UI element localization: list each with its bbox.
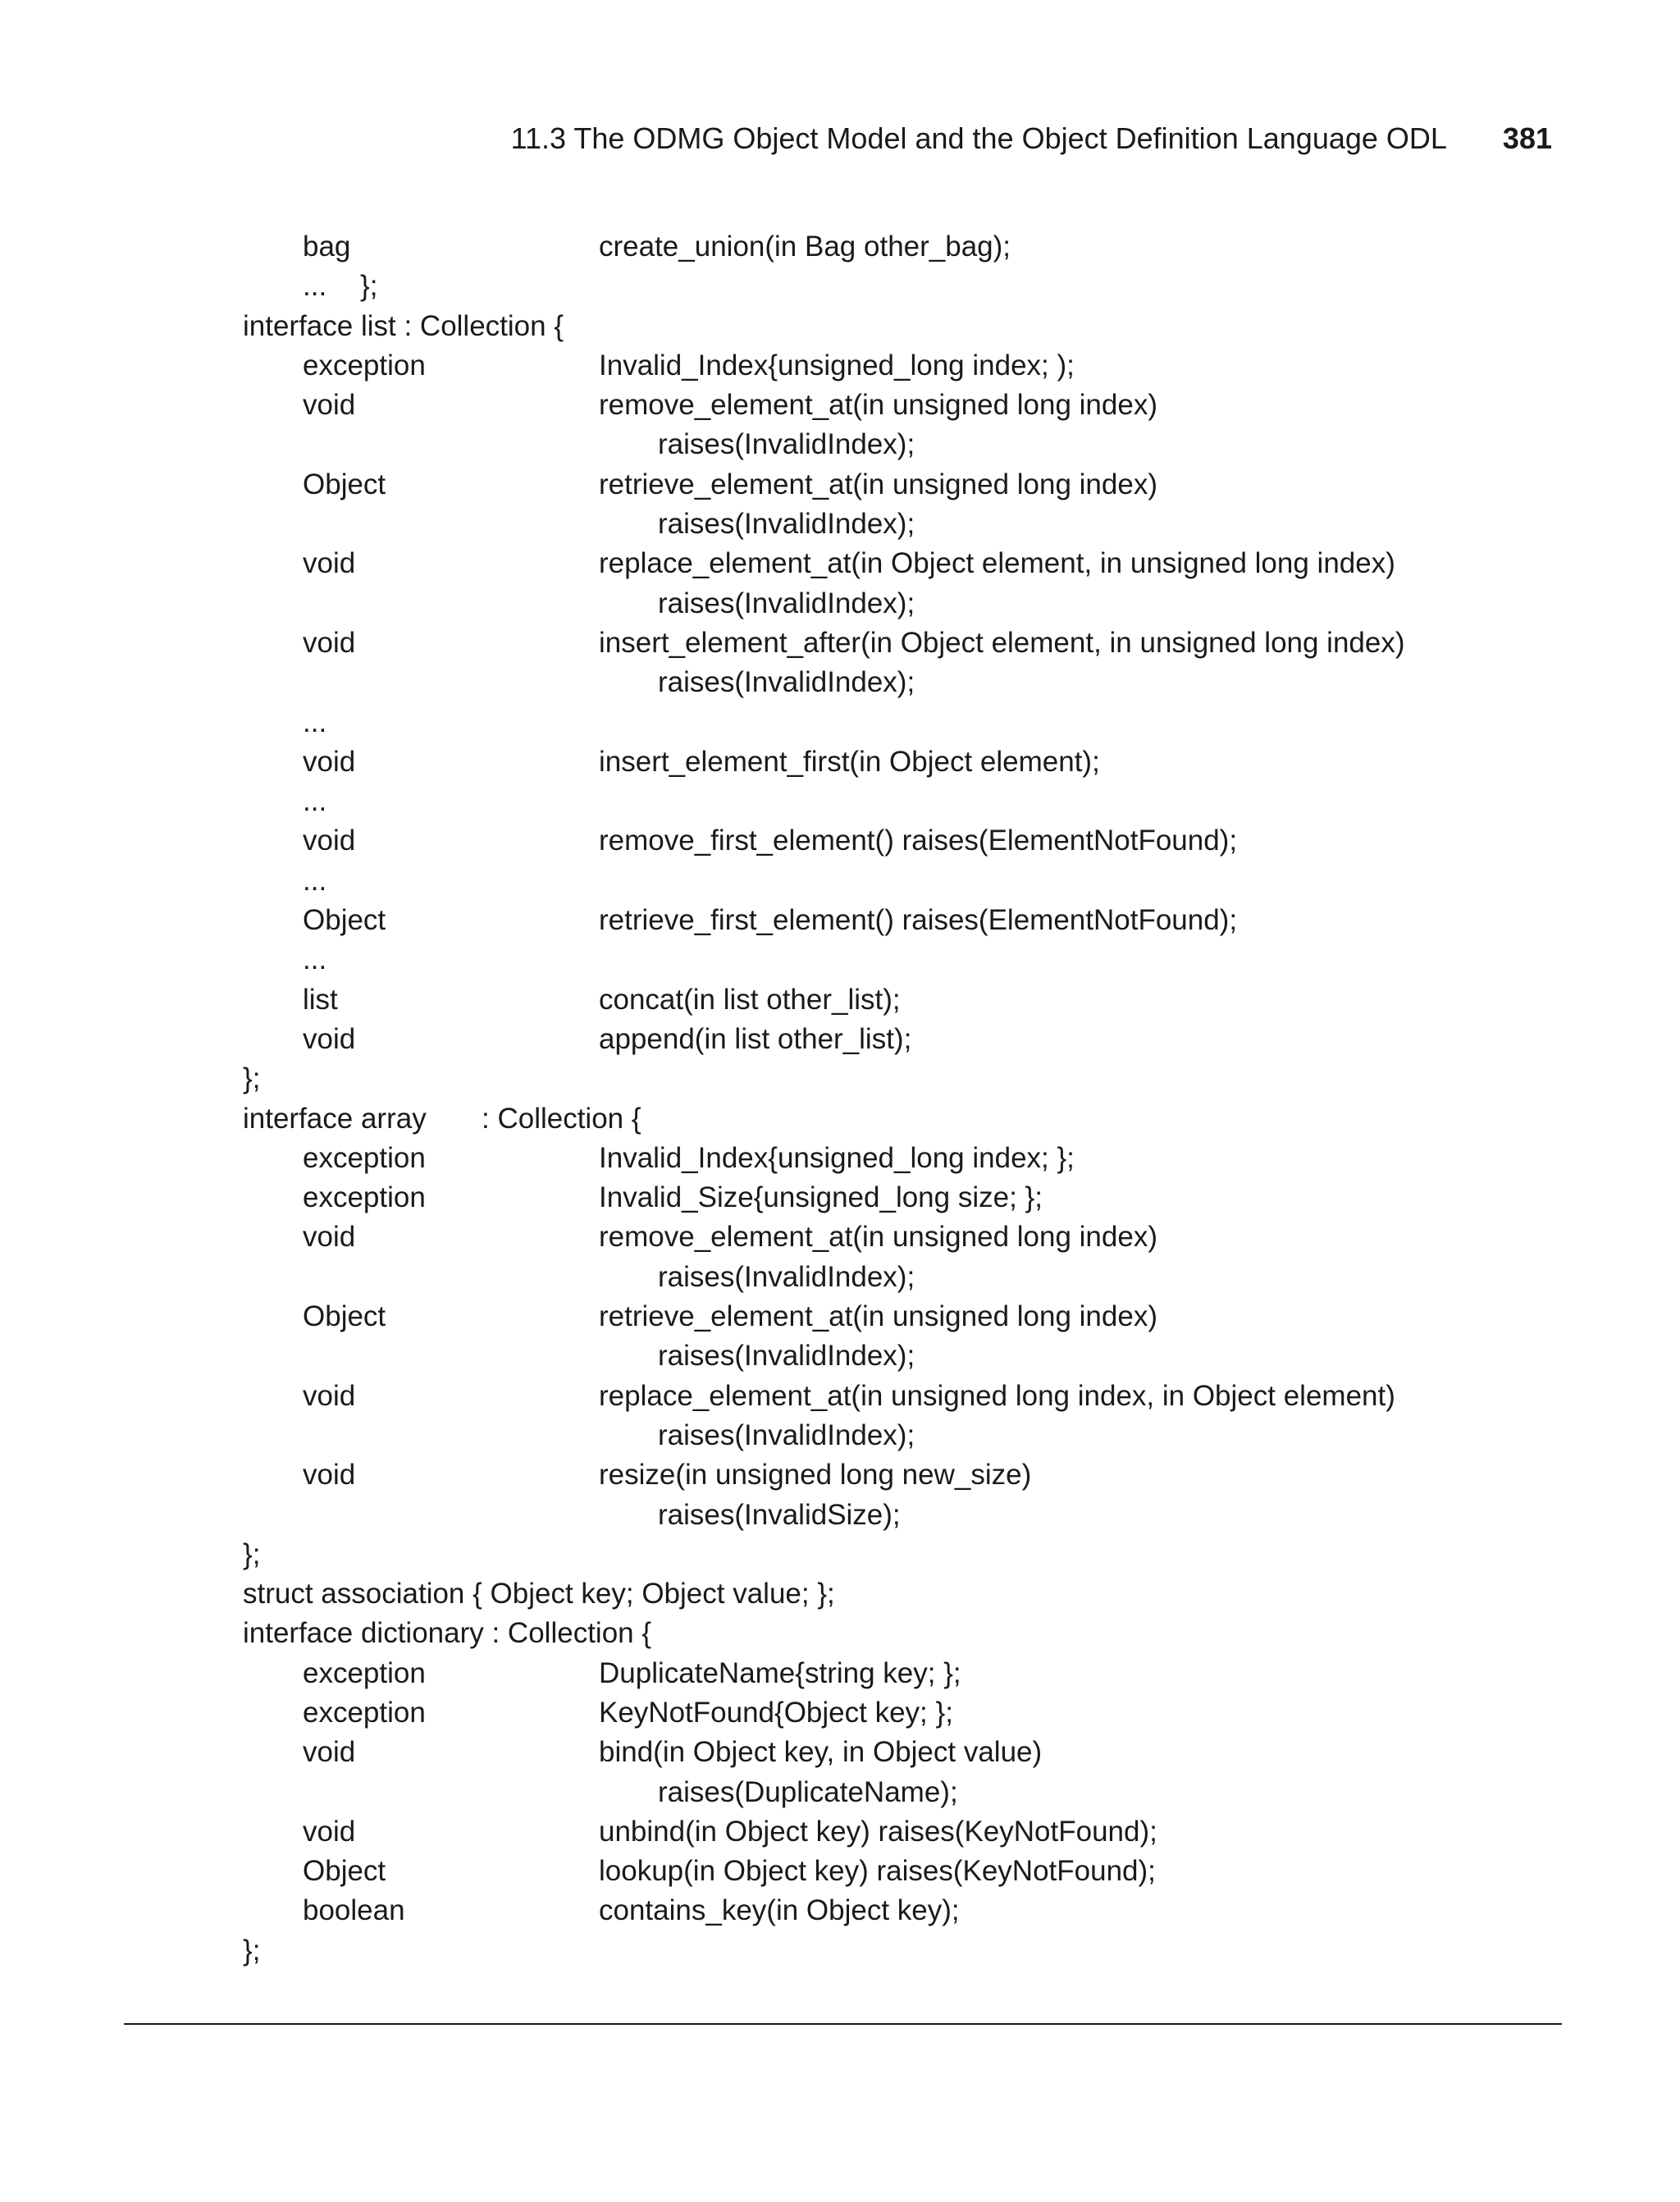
code-line-part-1: raises(InvalidIndex);	[658, 508, 915, 541]
code-line-part-2: Invalid_Index{unsigned_long index; );	[599, 349, 1075, 381]
code-line-part-1: void	[303, 1022, 356, 1055]
code-line-part-2: KeyNotFound{Object key; };	[599, 1696, 953, 1729]
code-line	[0, 386, 1680, 425]
code-line	[0, 624, 1680, 663]
code-line-part-1: raises(InvalidIndex);	[658, 587, 915, 619]
code-line-part-1: raises(DuplicateName);	[658, 1775, 958, 1808]
code-line	[0, 742, 1680, 782]
code-line-part-1: exception	[303, 1656, 426, 1689]
code-line-part-1: list	[303, 983, 338, 1016]
code-line	[0, 505, 1680, 544]
code-line	[0, 1377, 1680, 1416]
code-line-part-1: Object	[303, 1855, 386, 1888]
code-line-part-1: raises(InvalidIndex);	[658, 1419, 915, 1451]
running-head	[0, 118, 1552, 159]
code-line	[0, 584, 1680, 624]
code-line-part-1: boolean	[303, 1894, 405, 1927]
code-line-part-1: };	[243, 1934, 261, 1967]
code-line	[0, 1020, 1680, 1059]
code-line	[0, 861, 1680, 901]
code-line-part-2: Invalid_Size{unsigned_long size; };	[599, 1181, 1043, 1214]
code-line-part-1: raises(InvalidIndex);	[658, 1260, 915, 1293]
code-line	[0, 1139, 1680, 1178]
code-line	[0, 1455, 1680, 1495]
code-line	[0, 1931, 1680, 1971]
code-line	[0, 465, 1680, 505]
code-line-part-1: void	[303, 1815, 356, 1848]
code-line-part-2: replace_element_at(in unsigned long index, in Object element)	[599, 1379, 1395, 1412]
code-line-part-2: contains_key(in Object key);	[599, 1894, 960, 1927]
code-line-part-1: void	[303, 1221, 356, 1254]
code-line	[0, 1258, 1680, 1297]
code-line	[0, 1178, 1680, 1217]
code-line-part-1: void	[303, 389, 356, 422]
code-line-part-1: ...	[303, 270, 327, 303]
code-line	[0, 267, 1680, 306]
code-line-part-1: raises(InvalidSize);	[658, 1498, 901, 1531]
code-line-part-2: append(in list other_list);	[599, 1022, 912, 1055]
code-line-part-1: };	[243, 1537, 261, 1570]
code-line-part-2: };	[360, 270, 378, 303]
code-line	[0, 1336, 1680, 1376]
code-line-part-1: };	[243, 1062, 261, 1095]
odl-code-listing	[0, 227, 1680, 1971]
code-line-part-1: interface dictionary : Collection {	[243, 1617, 652, 1650]
code-line	[0, 1574, 1680, 1614]
code-line	[0, 1099, 1680, 1139]
code-line	[0, 821, 1680, 861]
page-number: 381	[1502, 121, 1552, 155]
code-line-part-1: void	[303, 1459, 356, 1492]
code-line-part-2: bind(in Object key, in Object value)	[599, 1736, 1043, 1769]
code-line-part-2: Invalid_Index{unsigned_long index; };	[599, 1141, 1075, 1174]
code-line-part-2: remove_first_element() raises(ElementNotFound);	[599, 825, 1238, 857]
code-line	[0, 307, 1680, 346]
code-line-part-2: resize(in unsigned long new_size)	[599, 1459, 1032, 1492]
code-line	[0, 1733, 1680, 1772]
code-line-part-2: remove_element_at(in unsigned long index)	[599, 1221, 1157, 1254]
code-line	[0, 1059, 1680, 1099]
code-line-part-2: : Collection {	[482, 1102, 641, 1135]
code-line	[0, 980, 1680, 1020]
code-line-part-1: interface array	[243, 1102, 427, 1135]
code-line-part-2: lookup(in Object key) raises(KeyNotFound);	[599, 1855, 1156, 1888]
code-line-part-2: DuplicateName{string key; };	[599, 1656, 961, 1689]
code-line	[0, 1614, 1680, 1653]
code-line-part-1: exception	[303, 1181, 426, 1214]
code-line	[0, 1812, 1680, 1852]
code-line-part-1: void	[303, 1379, 356, 1412]
code-line-part-2: replace_element_at(in Object element, in unsigned long index)	[599, 547, 1395, 580]
footer-rule	[124, 2023, 1562, 2025]
code-line	[0, 1416, 1680, 1455]
code-line	[0, 425, 1680, 464]
code-line-part-1: raises(InvalidIndex);	[658, 428, 915, 461]
code-line	[0, 346, 1680, 386]
code-line	[0, 1852, 1680, 1891]
code-line-part-2: create_union(in Bag other_bag);	[599, 231, 1011, 263]
code-line-part-1: ...	[303, 864, 327, 897]
code-line-part-1: ...	[303, 706, 327, 738]
code-line	[0, 227, 1680, 267]
code-line	[0, 703, 1680, 742]
code-line-part-1: void	[303, 547, 356, 580]
code-line	[0, 1535, 1680, 1574]
code-line	[0, 940, 1680, 980]
code-line-part-1: exception	[303, 1696, 426, 1729]
code-line-part-2: insert_element_first(in Object element);	[599, 745, 1100, 778]
code-line-part-1: exception	[303, 349, 426, 381]
code-line-part-1: Object	[303, 904, 386, 937]
code-line	[0, 1496, 1680, 1535]
code-line	[0, 1891, 1680, 1930]
code-line-part-2: remove_element_at(in unsigned long index)	[599, 389, 1157, 422]
code-line-part-1: void	[303, 825, 356, 857]
code-line	[0, 663, 1680, 702]
code-line-part-1: void	[303, 1736, 356, 1769]
code-line	[0, 1297, 1680, 1336]
code-line-part-1: interface list : Collection {	[243, 309, 564, 342]
code-line-part-2: unbind(in Object key) raises(KeyNotFound);	[599, 1815, 1157, 1848]
code-line-part-1: Object	[303, 468, 386, 500]
code-line-part-1: raises(InvalidIndex);	[658, 1340, 915, 1373]
code-line-part-2: insert_element_after(in Object element, in unsigned long index)	[599, 626, 1405, 659]
code-line-part-1: struct association { Object key; Object value; };	[243, 1578, 835, 1610]
code-line-part-2: retrieve_element_at(in unsigned long index)	[599, 468, 1157, 500]
code-line-part-1: exception	[303, 1141, 426, 1174]
code-line	[0, 544, 1680, 583]
code-line-part-1: Object	[303, 1300, 386, 1333]
code-line-part-1: void	[303, 626, 356, 659]
code-line	[0, 901, 1680, 940]
code-line-part-1: raises(InvalidIndex);	[658, 666, 915, 699]
code-line	[0, 1654, 1680, 1693]
running-title: 11.3 The ODMG Object Model and the Object Definition Language ODL	[510, 121, 1447, 155]
code-line-part-1: ...	[303, 943, 327, 976]
code-line	[0, 782, 1680, 821]
code-line-part-2: retrieve_first_element() raises(ElementNotFound);	[599, 904, 1238, 937]
code-line-part-2: concat(in list other_list);	[599, 983, 901, 1016]
code-line	[0, 1773, 1680, 1812]
code-line-part-2: retrieve_element_at(in unsigned long index)	[599, 1300, 1157, 1333]
code-line	[0, 1217, 1680, 1257]
code-line-part-1: bag	[303, 231, 351, 263]
code-line-part-1: void	[303, 745, 356, 778]
code-line	[0, 1693, 1680, 1733]
code-line-part-1: ...	[303, 785, 327, 818]
